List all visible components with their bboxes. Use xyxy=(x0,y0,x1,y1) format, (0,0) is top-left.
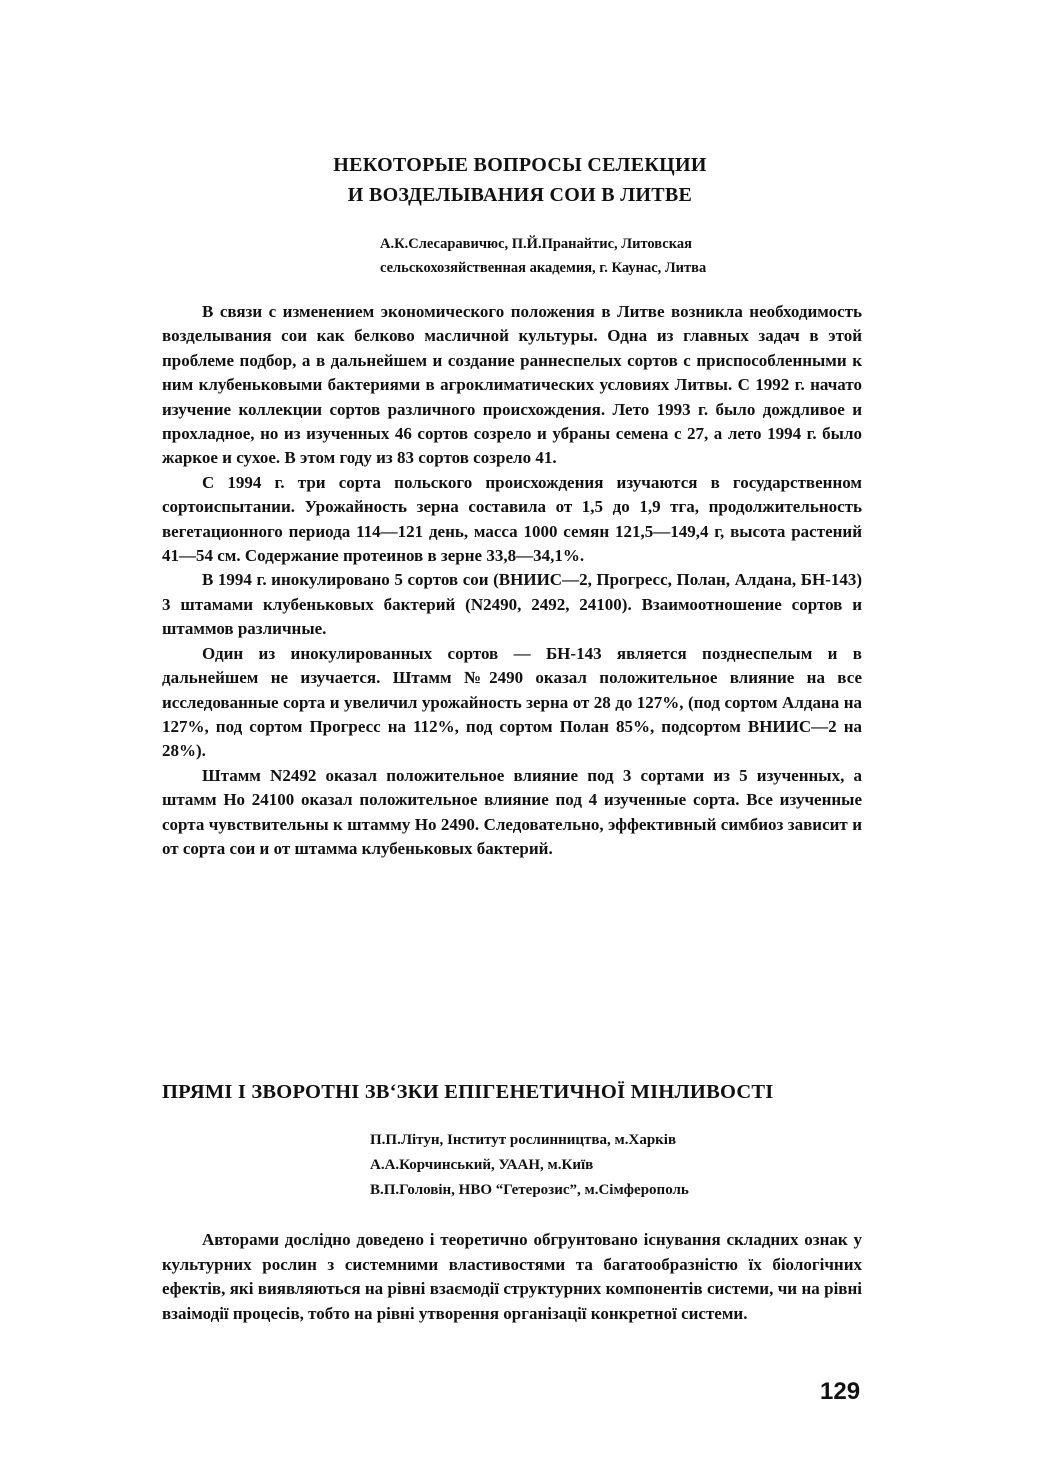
article1-paragraph-1: В связи с изменением экономического положения в Литве возникла необходимость возделывания сои как белково масличной культуры. Одна из главных задач в этой проблеме подбор, а в дальнейшем и создание раннеспелых сортов с приспособленными к ним клубеньковыми бактериями в агроклиматических условиях Литвы. С 1992 г. начато изучение коллекции сортов различного происхождения. Лето 1993 г. было дождливое и прохладное, но из изученных 46 сортов созрело и убраны семена с 27, а лето 1994 г. было жаркое и сухое. В этом году из 83 сортов созрело 41. xyxy=(162,302,862,468)
article1-body xyxy=(162,300,862,861)
article1-title xyxy=(160,150,880,210)
article2-title: ПРЯМІ І ЗВОРОТНІ ЗВ‘ЗКИ ЕПІГЕНЕТИЧНОЇ МІНЛИВОСТІ xyxy=(162,1081,774,1103)
article1-authors xyxy=(380,232,870,280)
article2-paragraph: Авторами дослідно доведено і теоретично обгрунтовано існування складних ознак у культурних рослин з системними властивостями та багатообразністю їх біологічних ефектів, які виявляються на рівні взаємодії структурних компонентів системи, чи на рівні взаімодії процесів, тобто на рівні утворення організації конкретної системи. xyxy=(162,1230,862,1323)
article2-authors xyxy=(370,1128,870,1203)
article1-authors-line2: сельскохозяйственная академия, г. Каунас, Литва xyxy=(380,260,707,276)
article1-paragraph-5: Штамм N2492 оказал положительное влияние под 3 сортами из 5 изученных, а штамм Но 24100 оказал положительное влияние под 4 изученные сорта. Все изученные сорта чувствительны к штамму Но 2490. Следовательно, эффективный симбиоз зависит и от сорта сои и от штамма клубеньковых бактерий. xyxy=(162,765,862,858)
article1-title-line2: И ВОЗДЕЛЫВАНИЯ СОИ В ЛИТВЕ xyxy=(347,184,693,206)
article2-body xyxy=(162,1228,862,1326)
article2-authors-line2: А.А.Корчинський, УААН, м.Київ xyxy=(370,1157,594,1173)
article2-authors-line3: В.П.Головін, НВО “Гетерозис”, м.Сімферополь xyxy=(370,1182,689,1198)
page-number: 129 xyxy=(820,1378,861,1405)
article2-authors-line1: П.П.Літун, Інститут рослинництва, м.Харків xyxy=(370,1132,677,1148)
article1-paragraph-4: Один из инокулированных сортов — БН-143 является позднеспелым и в дальнейшем не изучается. Штамм №2490 оказал положительное влияние на все исследованные сорта и увеличил урожайность зерна от 28 до 127%, (под сортом Алдана на 127%, под сортом Прогресс на 112%, под сортом Полан 85%, подсортом ВНИИС—2 на 28%). xyxy=(162,643,862,761)
article1-authors-line1: А.К.Слесаравичюс, П.Й.Пранайтис, Литовская xyxy=(380,236,692,252)
article1-paragraph-3: В 1994 г. инокулировано 5 сортов сои (ВНИИС—2, Прогресс, Полан, Алдана, БН-143) 3 штамами клубеньковых бактерий (N2490, 2492, 24100). Взаимоотношение сортов и штаммов различные. xyxy=(162,570,862,639)
article1-title-line1: НЕКОТОРЫЕ ВОПРОСЫ СЕЛЕКЦИИ xyxy=(333,154,707,176)
article1-paragraph-2: С 1994 г. три сорта польского происхождения изучаются в государственном сортоиспытании. Урожайность зерна составила от 1,5 до 1,9 тга, продолжительность вегетационного периода 114—121 день, масса 1000 семян 121,5—149,4 г, высота растений 41—54 см. Содержание протеинов в зерне 33,8—34,1%. xyxy=(162,472,862,566)
